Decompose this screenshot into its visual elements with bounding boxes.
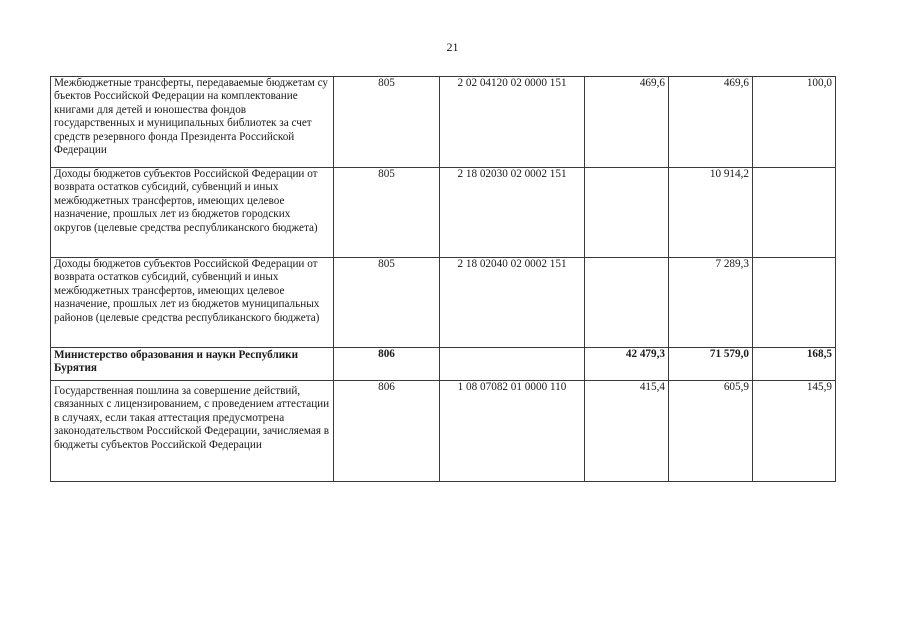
row-admin-code: 806 <box>334 381 440 482</box>
row-admin-code: 805 <box>334 77 440 168</box>
row-actual: 71 579,0 <box>669 348 753 381</box>
row-plan <box>585 258 669 348</box>
page-number: 21 <box>446 40 459 54</box>
row-percent: 145,9 <box>753 381 836 482</box>
row-description: Доходы бюджетов субъектов Российской Федерации от возврата остатков субсидий, субвенций и иных межбюджетных трансфертов, имеющих целевое назначение, прошлых лет из бюджетов муниципальных районов (целевые средства республиканского бюджета) <box>51 258 334 348</box>
table-row <box>51 381 836 482</box>
row-plan: 469,6 <box>585 77 669 168</box>
table-row <box>51 77 836 168</box>
table-row <box>51 168 836 258</box>
row-percent <box>753 258 836 348</box>
row-actual: 605,9 <box>669 381 753 482</box>
row-percent: 100,0 <box>753 77 836 168</box>
row-kbk: 2 18 02030 02 0002 151 <box>440 168 585 258</box>
row-actual: 7 289,3 <box>669 258 753 348</box>
budget-table <box>50 76 836 482</box>
row-plan <box>585 168 669 258</box>
row-kbk <box>440 348 585 381</box>
row-percent: 168,5 <box>753 348 836 381</box>
row-plan: 415,4 <box>585 381 669 482</box>
table-row <box>51 258 836 348</box>
row-description: Министерство образования и науки Республики Бурятия <box>51 348 334 381</box>
row-admin-code: 805 <box>334 168 440 258</box>
row-admin-code: 805 <box>334 258 440 348</box>
row-actual: 469,6 <box>669 77 753 168</box>
row-kbk: 2 02 04120 02 0000 151 <box>440 77 585 168</box>
row-plan: 42 479,3 <box>585 348 669 381</box>
row-kbk: 1 08 07082 01 0000 110 <box>440 381 585 482</box>
row-description: Доходы бюджетов субъектов Российской Федерации от возврата остатков субсидий, субвенций и иных межбюджетных трансфертов, имеющих целевое назначение, прошлых лет из бюджетов городских округов (целевые средства республиканского бюджета) <box>51 168 334 258</box>
table-row <box>51 348 836 381</box>
row-admin-code: 806 <box>334 348 440 381</box>
row-description: Государственная пошлина за совершение действий, связанных с лицензированием, с проведением аттестации в случаях, если такая аттестация предусмотрена законодательством Российской Федерации, зачисляемая в бюджеты субъектов Российской Федерации <box>51 381 334 482</box>
row-description: Межбюджетные трансферты, передаваемые бюджетам су бъектов Российской Федерации на комплектование книгами для детей и юношества фондов государственных и муниципальных библиотек за счет средств резервного фонда Президента Российской Федерации <box>51 77 334 168</box>
row-percent <box>753 168 836 258</box>
row-actual: 10 914,2 <box>669 168 753 258</box>
row-kbk: 2 18 02040 02 0002 151 <box>440 258 585 348</box>
